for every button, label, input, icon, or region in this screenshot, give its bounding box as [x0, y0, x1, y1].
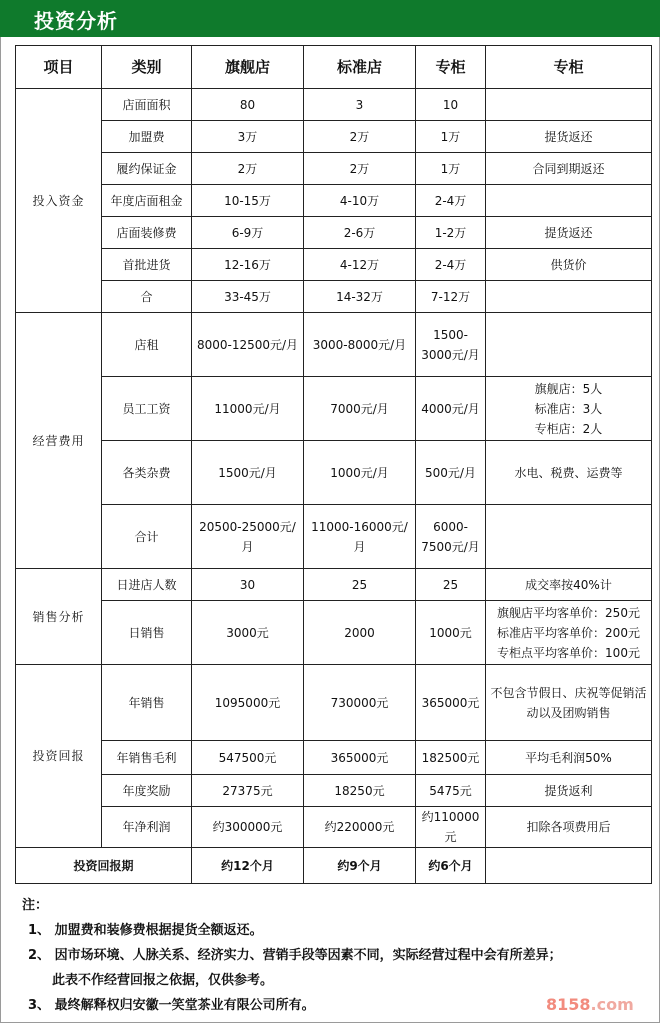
cell-note	[486, 505, 652, 569]
cell-counter: 1-2万	[416, 217, 486, 249]
cell-category: 店租	[102, 313, 192, 377]
cell-flagship: 30	[192, 569, 304, 601]
table-row	[16, 569, 652, 601]
table-row	[16, 505, 652, 569]
cell-note: 不包含节假日、庆祝等促销活动以及团购销售	[486, 665, 652, 741]
cell-category: 年度店面租金	[102, 185, 192, 217]
cell-flagship: 3万	[192, 121, 304, 153]
payback-counter: 约6个月	[416, 848, 486, 884]
cell-standard: 365000元	[304, 741, 416, 775]
cell-standard: 4-10万	[304, 185, 416, 217]
cell-standard: 18250元	[304, 775, 416, 807]
cell-category: 各类杂费	[102, 441, 192, 505]
note-3: 3、 最终解释权归安徽一笑堂茶业有限公司所有。	[28, 998, 315, 1013]
cell-counter: 1万	[416, 121, 486, 153]
cell-category: 履约保证金	[102, 153, 192, 185]
cell-flagship: 20500-25000元/月	[192, 505, 304, 569]
cell-standard: 1000元/月	[304, 441, 416, 505]
cell-flagship: 6-9万	[192, 217, 304, 249]
cell-counter: 182500元	[416, 741, 486, 775]
cell-counter: 5475元	[416, 775, 486, 807]
table-row	[16, 807, 652, 848]
cell-category: 合计	[102, 505, 192, 569]
cell-counter: 25	[416, 569, 486, 601]
watermark-logo	[546, 995, 634, 1014]
cell-flagship: 12-16万	[192, 249, 304, 281]
cell-flagship: 3000元	[192, 601, 304, 665]
cell-counter: 6000-7500元/月	[416, 505, 486, 569]
cell-counter: 2-4万	[416, 185, 486, 217]
cell-category: 店面面积	[102, 89, 192, 121]
cell-standard: 7000元/月	[304, 377, 416, 441]
cell-note: 提货返利	[486, 775, 652, 807]
payback-row	[16, 848, 652, 884]
table-row	[16, 775, 652, 807]
cell-standard: 2000	[304, 601, 416, 665]
cell-counter: 4000元/月	[416, 377, 486, 441]
cell-note: 扣除各项费用后	[486, 807, 652, 848]
cell-standard: 2-6万	[304, 217, 416, 249]
table-row	[16, 217, 652, 249]
cell-counter: 约110000元	[416, 807, 486, 848]
table-row	[16, 741, 652, 775]
note-1: 1、 加盟费和装修费根据提货全额返还。	[28, 923, 263, 938]
cell-flagship: 27375元	[192, 775, 304, 807]
table-row	[16, 601, 652, 665]
cell-flagship: 547500元	[192, 741, 304, 775]
cell-category: 员工工资	[102, 377, 192, 441]
cell-flagship: 11000元/月	[192, 377, 304, 441]
cell-flagship: 2万	[192, 153, 304, 185]
header-category: 类别	[102, 46, 192, 89]
cell-counter: 2-4万	[416, 249, 486, 281]
cell-note: 提货返还	[486, 217, 652, 249]
cell-counter: 1000元	[416, 601, 486, 665]
table-row	[16, 441, 652, 505]
table-row	[16, 281, 652, 313]
cell-note: 成交率按40%计	[486, 569, 652, 601]
table-row	[16, 121, 652, 153]
table-header-row	[16, 46, 652, 89]
cell-note: 旗舰店平均客单价：250元 标准店平均客单价：200元 专柜点平均客单价：100元	[486, 601, 652, 665]
cell-category: 日销售	[102, 601, 192, 665]
payback-standard: 约9个月	[304, 848, 416, 884]
section-header	[0, 0, 660, 37]
cell-counter: 1500-3000元/月	[416, 313, 486, 377]
cell-counter: 500元/月	[416, 441, 486, 505]
group-label: 销售分析	[16, 569, 102, 665]
cell-standard: 14-32万	[304, 281, 416, 313]
cell-note	[486, 185, 652, 217]
cell-flagship: 10-15万	[192, 185, 304, 217]
table-row	[16, 185, 652, 217]
investment-table	[15, 45, 652, 884]
cell-note: 平均毛利润50%	[486, 741, 652, 775]
cell-flagship: 8000-12500元/月	[192, 313, 304, 377]
cell-standard: 2万	[304, 153, 416, 185]
note-2: 2、 因市场环境、人脉关系、经济实力、营销手段等因素不同，实际经营过程中会有所差异；	[28, 948, 562, 963]
cell-counter: 7-12万	[416, 281, 486, 313]
table-row	[16, 153, 652, 185]
table-row	[16, 665, 652, 741]
watermark-domain: .com	[590, 995, 634, 1014]
header-item: 项目	[16, 46, 102, 89]
group-label: 投资回报	[16, 665, 102, 848]
cell-note: 提货返还	[486, 121, 652, 153]
cell-standard: 3	[304, 89, 416, 121]
cell-note: 供货价	[486, 249, 652, 281]
cell-note: 合同到期返还	[486, 153, 652, 185]
cell-category: 年度奖励	[102, 775, 192, 807]
cell-counter: 365000元	[416, 665, 486, 741]
cell-note: 旗舰店：5人 标准店：3人 专柜店：2人	[486, 377, 652, 441]
group-label: 经营费用	[16, 313, 102, 569]
cell-category: 日进店人数	[102, 569, 192, 601]
cell-category: 首批进货	[102, 249, 192, 281]
cell-standard: 2万	[304, 121, 416, 153]
cell-counter: 1万	[416, 153, 486, 185]
payback-note	[486, 848, 652, 884]
cell-category: 年净利润	[102, 807, 192, 848]
cell-standard: 25	[304, 569, 416, 601]
header-note: 专柜	[486, 46, 652, 89]
table-row	[16, 377, 652, 441]
header-counter: 专柜	[416, 46, 486, 89]
payback-label: 投资回报期	[16, 848, 192, 884]
payback-flagship: 约12个月	[192, 848, 304, 884]
header-standard: 标准店	[304, 46, 416, 89]
cell-flagship: 33-45万	[192, 281, 304, 313]
cell-note	[486, 281, 652, 313]
watermark-number: 8158	[546, 995, 591, 1014]
cell-standard: 3000-8000元/月	[304, 313, 416, 377]
cell-note: 水电、税费、运费等	[486, 441, 652, 505]
table-row	[16, 89, 652, 121]
cell-counter: 10	[416, 89, 486, 121]
cell-category: 合	[102, 281, 192, 313]
header-flagship: 旗舰店	[192, 46, 304, 89]
cell-flagship: 1500元/月	[192, 441, 304, 505]
cell-flagship: 1095000元	[192, 665, 304, 741]
cell-category: 年销售毛利	[102, 741, 192, 775]
table-row	[16, 313, 652, 377]
cell-note	[486, 313, 652, 377]
cell-note	[486, 89, 652, 121]
cell-category: 年销售	[102, 665, 192, 741]
group-label: 投入资金	[16, 89, 102, 313]
cell-standard: 约220000元	[304, 807, 416, 848]
note-2-continued: 此表不作经营回报之依据，仅供参考。	[52, 973, 274, 988]
cell-standard: 11000-16000元/月	[304, 505, 416, 569]
cell-category: 加盟费	[102, 121, 192, 153]
cell-flagship: 约300000元	[192, 807, 304, 848]
cell-standard: 4-12万	[304, 249, 416, 281]
notes-label: 注：	[22, 898, 49, 913]
table-row	[16, 249, 652, 281]
cell-flagship: 80	[192, 89, 304, 121]
section-title: 投资分析	[34, 9, 118, 33]
cell-category: 店面装修费	[102, 217, 192, 249]
cell-standard: 730000元	[304, 665, 416, 741]
